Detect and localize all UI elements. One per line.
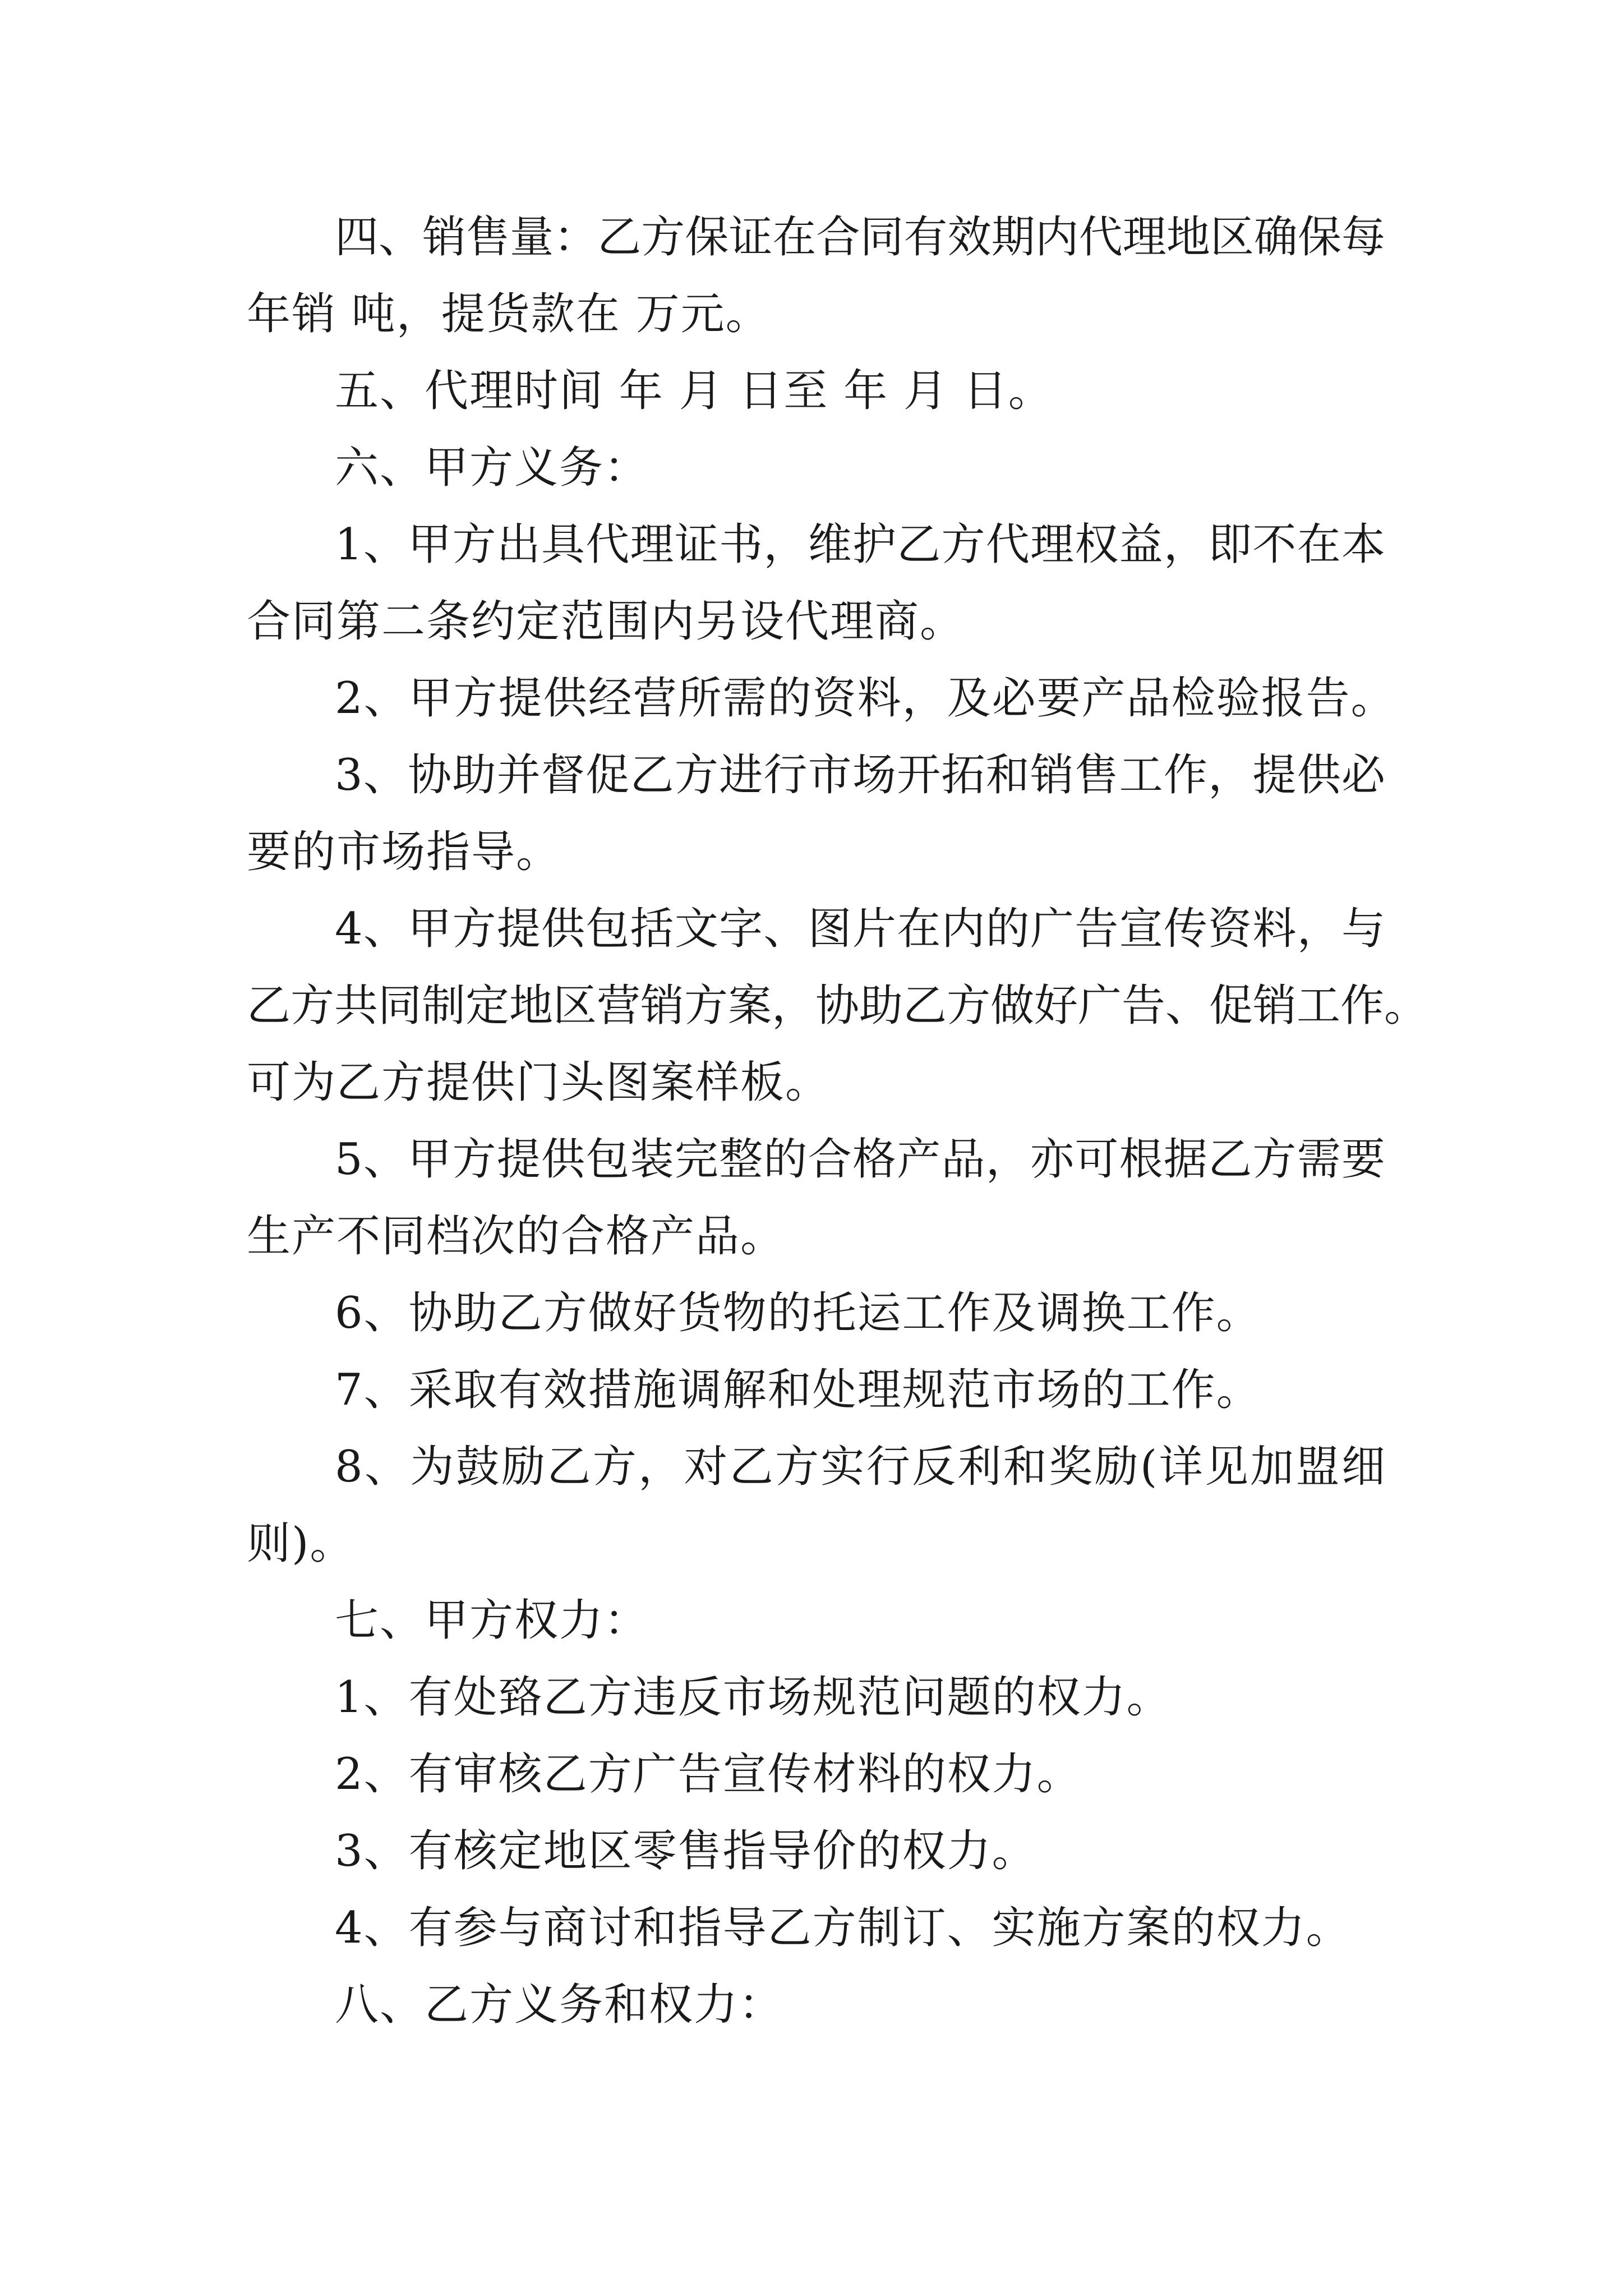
obligation-8-line-1: 8、为鼓励乙方，对乙方实行反利和奖励(详见加盟细 [335, 1442, 1385, 1492]
paragraph-sales-volume-line-2: 年销 吨，提货款在 万元。 [247, 289, 771, 339]
obligation-4-line-3: 可为乙方提供门头图案样板。 [247, 1057, 831, 1108]
obligation-3-line-2: 要的市场指导。 [247, 827, 561, 877]
heading-party-a-obligations: 六、甲方义务： [335, 443, 649, 493]
heading-party-a-rights: 七、甲方权力： [335, 1595, 649, 1646]
right-3: 3、有核定地区零售指导价的权力。 [335, 1826, 1037, 1876]
heading-party-b-obligations-rights: 八、乙方义务和权力： [335, 1980, 784, 2030]
obligation-8-line-2: 则)。 [247, 1519, 355, 1569]
obligation-3-line-1: 3、协助并督促乙方进行市场开拓和销售工作，提供必 [335, 750, 1385, 800]
obligation-5-line-2: 生产不同档次的合格产品。 [247, 1211, 786, 1262]
obligation-4-line-2: 乙方共同制定地区营销方案，协助乙方做好广告、促销工作。 [247, 981, 1428, 1031]
right-1: 1、有处臵乙方违反市场规范问题的权力。 [335, 1672, 1172, 1723]
right-4: 4、有参与商讨和指导乙方制订、实施方案的权力。 [335, 1903, 1351, 1953]
document-body [247, 199, 1428, 2044]
obligation-1-line-2: 合同第二条约定范围内另设代理商。 [247, 596, 965, 647]
paragraph-agency-period: 五、代理时间 年 月 日至 年 月 日。 [335, 366, 1053, 416]
obligation-4-line-1: 4、甲方提供包括文字、图片在内的广告宣传资料，与 [335, 904, 1385, 954]
right-2: 2、有审核乙方广告宣传材料的权力。 [335, 1749, 1082, 1800]
paragraph-sales-volume-line-1: 四、销售量：乙方保证在合同有效期内代理地区确保每 [335, 212, 1385, 263]
obligation-7: 7、采取有效措施调解和处理规范市场的工作。 [335, 1365, 1261, 1415]
obligation-5-line-1: 5、甲方提供包装完整的合格产品，亦可根据乙方需要 [335, 1134, 1385, 1185]
obligation-1-line-1: 1、甲方出具代理证书，维护乙方代理权益，即不在本 [335, 519, 1385, 570]
obligation-2: 2、甲方提供经营所需的资料，及必要产品检验报告。 [335, 673, 1396, 724]
obligation-6: 6、协助乙方做好货物的托运工作及调换工作。 [335, 1288, 1261, 1338]
